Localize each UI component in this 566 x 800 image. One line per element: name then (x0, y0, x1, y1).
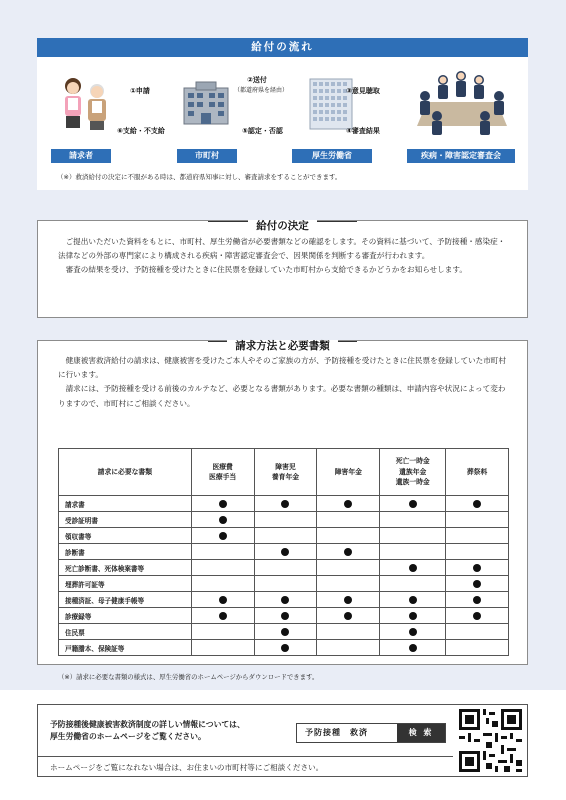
requirement-cell (446, 624, 509, 640)
council-meeting-illustration (413, 68, 509, 140)
requirement-cell (317, 608, 380, 624)
table-header-row (59, 449, 509, 496)
requirement-cell (254, 624, 317, 640)
table-row (59, 608, 509, 624)
required-mark-icon (281, 628, 289, 636)
document-name-cell: 接種済証、母子健康手帳等 (59, 592, 192, 608)
claim-title: 請求方法と必要書類 (227, 340, 338, 352)
requirement-cell (317, 560, 380, 576)
step-4-label: ④審査結果 (346, 127, 380, 135)
requirement-cell (446, 608, 509, 624)
requirement-cell (317, 528, 380, 544)
requirement-cell (446, 512, 509, 528)
flow-panel (37, 38, 528, 190)
document-name-cell: 請求書 (59, 496, 192, 512)
requirement-cell (191, 528, 254, 544)
step-6-label: ⑥支給・不支給 (117, 127, 165, 135)
decision-paragraph-1: ご提出いただいた資料をもとに、市町村、厚生労働省が必要書類などの確認をします。その資料に基づいて、予防接種・感染症・法律などの外部の専門家により構成される疾病・障害認定審査会で、因果関係を判断する審査が行われます。 (58, 237, 506, 261)
table-body (59, 496, 509, 656)
search-button[interactable]: 検 索 (397, 724, 445, 742)
table-row (59, 544, 509, 560)
document-name-cell: 診断書 (59, 544, 192, 560)
requirement-cell (380, 528, 446, 544)
claim-paragraph-2: 請求には、予防接種を受ける前後のカルテなど、必要となる書類があります。必要な書類の種類は、申請内容や状況によって変わりますので、市町村にご相談ください。 (58, 384, 506, 408)
requirement-cell (380, 624, 446, 640)
requirement-cell (191, 560, 254, 576)
table-row (59, 640, 509, 656)
document-name-cell: 住民票 (59, 624, 192, 640)
flow-title: 給付の流れ (37, 38, 528, 57)
table-header-disability-pension: 障害年金 (317, 449, 380, 496)
requirement-cell (446, 576, 509, 592)
info-line-2: 厚生労働省のホームページをご覧ください。 (50, 732, 206, 741)
table-row (59, 512, 509, 528)
info-text (50, 719, 245, 743)
required-mark-icon (409, 644, 417, 652)
document-name-cell: 診療録等 (59, 608, 192, 624)
requirement-cell (254, 528, 317, 544)
step-3-label: ③意見聴取 (346, 87, 380, 95)
requirement-cell (380, 560, 446, 576)
table-row (59, 528, 509, 544)
requirement-cell (446, 544, 509, 560)
requirement-cell (317, 544, 380, 560)
table-row (59, 576, 509, 592)
requirement-cell (191, 576, 254, 592)
requirement-cell (254, 640, 317, 656)
requirement-cell (317, 496, 380, 512)
requirement-cell (446, 496, 509, 512)
document-name-cell: 受診証明書 (59, 512, 192, 528)
requirement-cell (446, 640, 509, 656)
requirement-cell (317, 576, 380, 592)
document-name-cell: 死亡診断書、死体検案書等 (59, 560, 192, 576)
required-mark-icon (473, 596, 481, 604)
required-mark-icon (409, 628, 417, 636)
step-5-label: ⑤認定・否認 (242, 127, 283, 135)
required-mark-icon (219, 532, 227, 540)
table-header-death: 死亡一時金 遺族年金 遺族一時金 (380, 449, 446, 496)
requirement-cell (254, 592, 317, 608)
info-box (37, 704, 528, 777)
table-header-funeral: 葬祭料 (446, 449, 509, 496)
requirement-cell (380, 608, 446, 624)
required-mark-icon (409, 612, 417, 620)
requirement-cell (254, 512, 317, 528)
required-mark-icon (473, 564, 481, 572)
requirement-cell (191, 624, 254, 640)
required-mark-icon (344, 548, 352, 556)
mhlw-label: 厚生労働省 (292, 149, 372, 163)
requirement-cell (317, 624, 380, 640)
required-mark-icon (281, 612, 289, 620)
required-mark-icon (473, 580, 481, 588)
council-label: 疾病・障害認定審査会 (407, 149, 515, 163)
claimant-label: 請求者 (51, 149, 111, 163)
claim-paragraph-1: 健康被害救済給付の請求は、健康被害を受けたご本人やそのご家族の方が、予防接種を受けたときに住民票を登録していた市町村に行います。 (58, 356, 507, 380)
requirement-cell (317, 592, 380, 608)
table-note: （※）請求に必要な書類の様式は、厚生労働省のホームページからダウンロードできます。 (58, 673, 319, 681)
table-row (59, 592, 509, 608)
requirement-cell (254, 608, 317, 624)
decision-title: 給付の決定 (248, 220, 317, 232)
requirement-cell (446, 560, 509, 576)
requirement-cell (380, 640, 446, 656)
table-header-medical: 医療費 医療手当 (191, 449, 254, 496)
search-input[interactable]: 予防接種 救済 (305, 728, 368, 737)
required-mark-icon (473, 500, 481, 508)
table-row (59, 560, 509, 576)
required-mark-icon (219, 500, 227, 508)
requirement-cell (380, 544, 446, 560)
requirement-cell (191, 496, 254, 512)
requirement-cell (254, 576, 317, 592)
required-mark-icon (219, 516, 227, 524)
municipality-label: 市町村 (177, 149, 237, 163)
requirement-cell (191, 544, 254, 560)
document-name-cell: 埋葬許可証等 (59, 576, 192, 592)
required-mark-icon (344, 500, 352, 508)
required-mark-icon (281, 548, 289, 556)
flow-note: （※）救済給付の決定に不服がある時は、都道府県知事に対し、審査請求をすることができます。 (57, 173, 342, 181)
info-line-1: 予防接種後健康被害救済制度の詳しい情報については、 (50, 720, 245, 729)
requirement-cell (380, 496, 446, 512)
table-header-child-disability: 障害児 養育年金 (254, 449, 317, 496)
step-2-label: ②送付 (247, 76, 267, 84)
municipality-building-icon (182, 80, 230, 126)
requirement-cell (317, 640, 380, 656)
table-header-documents: 請求に必要な書類 (59, 449, 192, 496)
required-mark-icon (281, 644, 289, 652)
footer (0, 690, 566, 800)
required-mark-icon (219, 612, 227, 620)
requirement-cell (317, 512, 380, 528)
requirement-cell (380, 576, 446, 592)
required-mark-icon (409, 596, 417, 604)
step-1-label: ①申請 (130, 87, 150, 95)
step-2-sublabel: （都道府県を経由） (234, 87, 289, 94)
table-row (59, 624, 509, 640)
requirement-cell (191, 592, 254, 608)
required-mark-icon (281, 500, 289, 508)
footer-note: ホームページをご覧になれない場合は、お住まいの市町村等にご相談ください。 (50, 763, 324, 772)
required-mark-icon (344, 612, 352, 620)
document-name-cell: 戸籍謄本、保険証等 (59, 640, 192, 656)
claimant-illustration (57, 74, 115, 132)
requirement-cell (191, 512, 254, 528)
requirement-cell (254, 496, 317, 512)
requirement-cell (446, 528, 509, 544)
required-mark-icon (219, 596, 227, 604)
requirement-cell (191, 640, 254, 656)
requirement-cell (446, 592, 509, 608)
document-name-cell: 領収書等 (59, 528, 192, 544)
required-mark-icon (409, 500, 417, 508)
required-mark-icon (409, 564, 417, 572)
requirement-cell (254, 544, 317, 560)
decision-section (37, 220, 528, 318)
qr-code-icon[interactable] (459, 709, 522, 772)
divider (38, 756, 453, 757)
required-documents-table (58, 448, 509, 656)
requirement-cell (191, 608, 254, 624)
table-row (59, 496, 509, 512)
required-mark-icon (281, 596, 289, 604)
requirement-cell (380, 592, 446, 608)
search-box (296, 723, 446, 743)
required-mark-icon (344, 596, 352, 604)
required-mark-icon (473, 612, 481, 620)
requirement-cell (380, 512, 446, 528)
claim-section (37, 340, 528, 681)
decision-paragraph-2: 審査の結果を受け、予防接種を受けたときに住民票を登録していた市町村から支給できるかどうかをお知らせします。 (65, 265, 467, 275)
requirement-cell (254, 560, 317, 576)
